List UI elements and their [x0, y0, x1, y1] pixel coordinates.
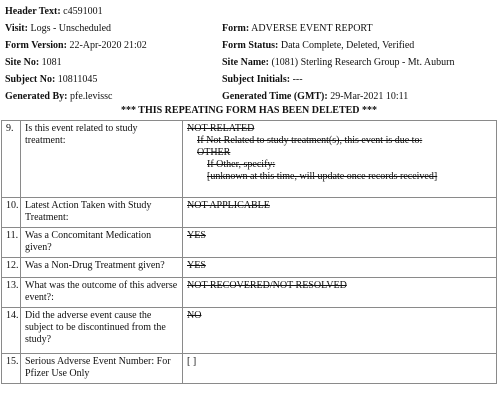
question-row [2, 354, 497, 384]
sub-question-text: If Not Related to study treatment(s), this event is due to: [197, 135, 423, 146]
question-row [2, 308, 497, 354]
question-number: 11. [2, 228, 21, 258]
answer-value: NO [187, 310, 202, 321]
report-header [5, 3, 495, 105]
visit-field [5, 20, 111, 37]
answer-value: YES [187, 260, 206, 271]
deleted-form-banner: *** THIS REPEATING FORM HAS BEEN DELETED *** [120, 105, 378, 116]
site-name-value: (1081) Sterling Research Group - Mt. Auburn [271, 57, 455, 68]
header-row-2 [5, 20, 495, 37]
answer-cell [183, 121, 497, 198]
subject-no-label: Subject No: [5, 74, 56, 85]
visit-label: Visit: [5, 23, 28, 34]
header-row-3 [5, 37, 495, 54]
header-row-5 [5, 71, 495, 88]
question-row [2, 121, 497, 198]
question-number: 12. [2, 258, 21, 278]
form-status-field [222, 37, 414, 54]
answer-cell [183, 278, 497, 308]
question-number: 15. [2, 354, 21, 384]
questions-table [1, 120, 497, 384]
answer-value: YES [187, 230, 206, 241]
question-number: 10. [2, 198, 21, 228]
question-number: 14. [2, 308, 21, 354]
header-text-value: c4591001 [63, 6, 103, 17]
question-row [2, 258, 497, 278]
header-row-6 [5, 88, 495, 105]
answer-cell [183, 228, 497, 258]
subject-initials-field [222, 71, 303, 88]
question-row [2, 278, 497, 308]
question-row [2, 228, 497, 258]
header-row-1 [5, 3, 495, 20]
answer-value: [ ] [187, 356, 197, 367]
form-version-field [5, 37, 147, 54]
site-no-value: 1081 [41, 57, 62, 68]
generated-by-value: pfe.levissc [70, 91, 113, 102]
question-text: Did the adverse event cause the subject to be discontinued from the study? [21, 308, 183, 354]
generated-by-field [5, 88, 113, 105]
question-row [2, 198, 497, 228]
answer-cell [183, 308, 497, 354]
answer-value: NOT RELATED [187, 123, 255, 134]
answer-cell [183, 354, 497, 384]
site-name-field [222, 54, 454, 71]
question-text: Is this event related to study treatment: [21, 121, 183, 198]
answer-value: NOT APPLICABLE [187, 200, 270, 211]
header-text-label: Header Text: [5, 6, 61, 17]
question-text: Was a Concomitant Medication given? [21, 228, 183, 258]
form-field [222, 20, 373, 37]
question-text: Serious Adverse Event Number: For Pfizer Use Only [21, 354, 183, 384]
subject-initials-value: --- [292, 74, 303, 85]
answer-value: NOT RECOVERED/NOT RESOLVED [187, 280, 347, 291]
header-text-field [5, 3, 103, 20]
site-name-label: Site Name: [222, 57, 269, 68]
visit-value: Logs - Unscheduled [30, 23, 112, 34]
generated-time-value: 29-Mar-2021 10:11 [330, 91, 409, 102]
form-status-value: Data Complete, Deleted, Verified [280, 40, 415, 51]
site-no-label: Site No: [5, 57, 40, 68]
form-value: ADVERSE EVENT REPORT [251, 23, 373, 34]
form-version-value: 22-Apr-2020 21:02 [69, 40, 147, 51]
subject-no-field [5, 71, 97, 88]
sub-sub-answer-value: [unknown at this time, will update once records received] [207, 171, 438, 182]
form-label: Form: [222, 23, 250, 34]
question-number: 9. [2, 121, 21, 198]
form-status-label: Form Status: [222, 40, 279, 51]
generated-time-field [222, 88, 408, 105]
sub-sub-question-text: If Other, specify: [207, 159, 276, 170]
question-text: What was the outcome of this adverse event?: [21, 278, 183, 308]
question-number: 13. [2, 278, 21, 308]
generated-by-label: Generated By: [5, 91, 68, 102]
subject-initials-label: Subject Initials: [222, 74, 291, 85]
subject-no-value: 10811045 [57, 74, 98, 85]
answer-cell [183, 198, 497, 228]
generated-time-label: Generated Time (GMT): [222, 91, 328, 102]
site-no-field [5, 54, 62, 71]
header-row-4 [5, 54, 495, 71]
form-version-label: Form Version: [5, 40, 67, 51]
sub-answer-value: OTHER [197, 147, 231, 158]
answer-cell [183, 258, 497, 278]
question-text: Latest Action Taken with Study Treatment: [21, 198, 183, 228]
question-text: Was a Non-Drug Treatment given? [21, 258, 183, 278]
